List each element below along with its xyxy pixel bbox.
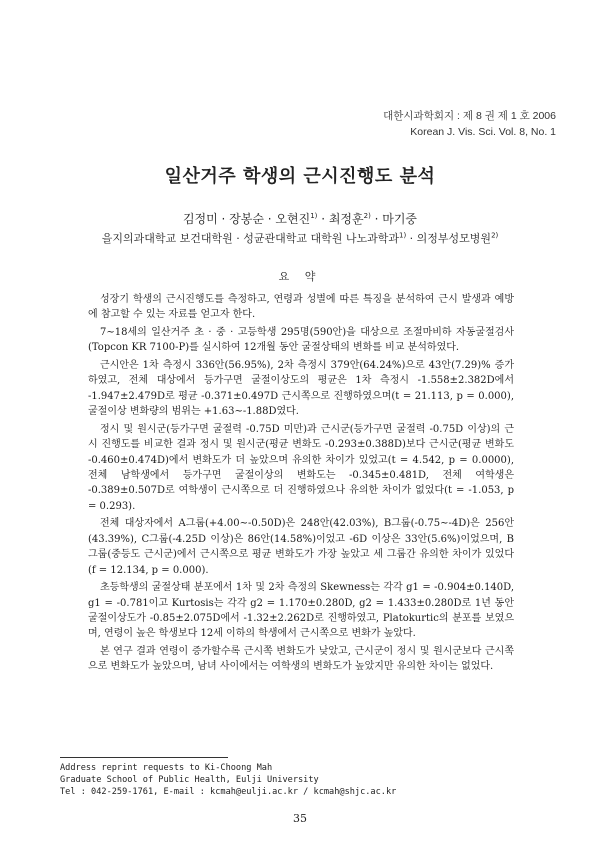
abstract-paragraph: 정시 및 원시군(등가구면 굴절력 -0.75D 미만)과 근시군(등가구면 굴절력 -0.75D 이상)의 근시 진행도를 비교한 결과 정시 및 원시군(평균 변화도 -0.293±0.388D)보다 근시군(평균 변화도 -0.460±0.474D)에서 변화도가 더 높았으며 유의한 차이가 있었고(t = 4.542, p = 0.0000), 전체 남학생에서 등가구면 굴절이상의 변화도는 -0.345±0.481D, 전체 여학생은 -0.389±0.507D로 여학생이 근시쪽으로 더 진행하였으나 유의한 차이가 없었다(t = -1.053, p = 0.293).	[88, 423, 514, 512]
abstract-body	[88, 292, 514, 677]
author-group-2: · 최정훈	[317, 212, 364, 226]
abstract-paragraph: 근시안은 1차 측정시 336안(56.95%), 2차 측정시 379안(64.24%)으로 43안(7.29)% 증가하였고, 전체 대상에서 등가구면 굴절이상도의 평균은 1차 측정시 -1.558±2.382D에서 -1.947±2.479D로 평균 -0.371±0.497D 근시쪽으로 진행하였으며(t = 21.113, p = 0.000), 굴절이상 변화량의 범위는 +1.63∼-1.88D였다.	[88, 360, 514, 418]
abstract-paragraph: 초등학생의 굴절상태 분포에서 1차 및 2차 측정의 Skewness는 각각 g1 = -0.904±0.140D, g1 = -0.781이고 Kurtosis는 각각 g2 = 1.170±0.280D, g2 = 1.433±0.280D로 1년 동안 굴절이상도가 -0.85±2.075D에서 -1.32±2.262D로 진행하였고, Platokurtic의 분포를 보였으며, 연령이 높은 학생보다 12세 이하의 학생에서 근시쪽으로 변화가 높았다.	[88, 582, 514, 640]
author-group-3: · 마기중	[370, 212, 418, 226]
author-list	[0, 210, 600, 227]
footnote-line: Graduate School of Public Health, Eulji University	[60, 775, 319, 786]
correspondence-footnote	[60, 762, 396, 799]
author-superscript-1: 1)	[310, 212, 318, 220]
paper-title: 일산거주 학생의 근시진행도 분석	[164, 166, 436, 187]
affiliation-superscript-1: 1)	[399, 231, 407, 240]
abstract-paragraph: 전체 대상자에서 A그룹(+4.00∼-0.50D)은 248안(42.03%), B그룹(-0.75∼-4D)은 256안(43.39%), C그룹(-4.25D 이상)은 86안(14.58%)이었고 -6D 이상은 33안(5.6%)이었으며, B그룹(중등도 근시군)에서 근시쪽으로 평균 변화도가 가장 높았고 세 그룹간 유의한 차이가 있었다(f = 12.134, p = 0.000).	[88, 518, 514, 576]
abstract-paragraph: 7∼18세의 일산거주 초 · 중 · 고등학생 295명(590안)을 대상으로 조절마비하 자동굴절검사(Topcon KR 7100-P)를 실시하여 12개월 동안 굴절상태의 변화를 비교 분석하였다.	[88, 327, 514, 354]
journal-citation	[383, 108, 556, 140]
footnote-line: Address reprint requests to Ki-Choong Mah	[60, 763, 273, 773]
abstract-heading: 요 약	[278, 270, 322, 283]
journal-line-korean: 대한시과학회지 : 제 8 권 제 1 호 2006	[383, 110, 556, 122]
journal-line-english: Korean J. Vis. Sci. Vol. 8, No. 1	[410, 126, 556, 138]
abstract-paragraph: 성장기 학생의 근시진행도를 측정하고, 연령과 성별에 따른 특징을 분석하여 근시 발생과 예방에 참고할 수 있는 자료를 얻고자 한다.	[88, 294, 514, 321]
page-number: 35	[293, 812, 307, 825]
footnote-line: Tel : 042-259-1761, E-mail : kcmah@eulji.ac.kr / kcmah@shjc.ac.kr	[60, 787, 397, 798]
abstract-paragraph: 본 연구 결과 연령이 증가할수록 근시쪽 변화도가 낮았고, 근시군이 정시 및 원시군보다 근시쪽으로 변화도가 높았으며, 남녀 사이에서는 여학생의 변화도가 높았지만 유의한 차이는 없었다.	[88, 646, 514, 673]
affiliation-part-2: · 의정부성모병원	[406, 232, 492, 245]
author-group-1: 김정미 · 장봉순 · 오현진	[182, 212, 311, 226]
affiliation-list	[0, 230, 600, 246]
affiliation-part-1: 을지의과대학교 보건대학원 · 성균관대학교 대학원 나노과학과	[101, 232, 399, 245]
footnote-divider	[60, 757, 228, 758]
author-superscript-2: 2)	[363, 212, 371, 220]
affiliation-superscript-2: 2)	[491, 231, 499, 240]
